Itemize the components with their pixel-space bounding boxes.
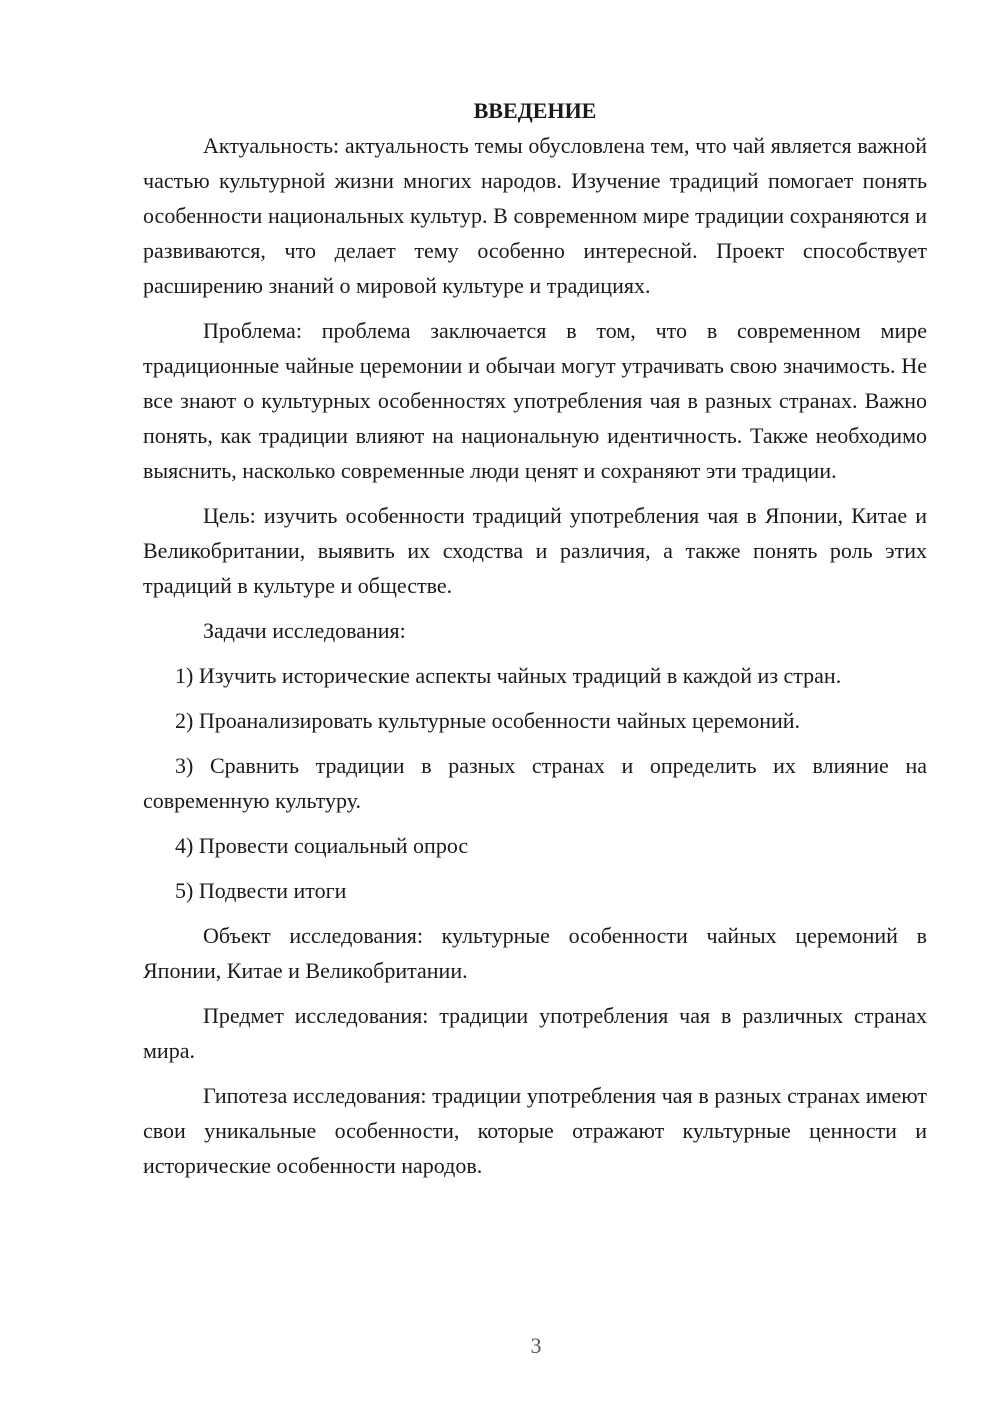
problem-paragraph: Проблема: проблема заключается в том, что в современном мире традиционные чайные церемонии и обычаи могут утрачивать свою значимость. Не все знают о культурных особенностях употребления чая в разных странах. Важно понять, как традиции влияют на национальную идентичность. Также необходимо выяснить, насколько современные люди ценят и сохраняют эти традиции. [143,318,927,483]
subject-paragraph: Предмет исследования: традиции употребления чая в различных странах мира. [143,1003,927,1063]
tasks-heading: Задачи исследования: [203,618,406,643]
page-number: 3 [530,1333,542,1358]
hypothesis-paragraph: Гипотеза исследования: традиции употребления чая в разных странах имеют свои уникальные особенности, которые отражают культурные ценности и исторические особенности народов. [143,1083,927,1178]
tasks-list [143,658,927,908]
task-item-5: 5) Подвести итоги [175,878,347,903]
task-item-4: 4) Провести социальный опрос [175,833,469,858]
object-paragraph: Объект исследования: культурные особенности чайных церемоний в Японии, Китае и Великобритании. [143,923,927,983]
task-item-2: 2) Проанализировать культурные особенности чайных церемоний. [175,708,801,733]
task-item-1: 1) Изучить исторические аспекты чайных традиций в каждой из стран. [175,663,842,688]
goal-paragraph: Цель: изучить особенности традиций употребления чая в Японии, Китае и Великобритании, выявить их сходства и различия, а также понять роль этих традиций в культуре и обществе. [143,503,927,598]
page-title: ВВЕДЕНИЕ [473,98,597,123]
document-body [143,96,927,1193]
relevance-paragraph: Актуальность: актуальность темы обусловлена тем, что чай является важной частью культурной жизни многих народов. Изучение традиций помогает понять особенности национальных культур. В современном мире традиции сохраняются и развиваются, что делает тему особенно интересной. Проект способствует расширению знаний о мировой культуре и традициях. [143,133,927,298]
task-item-3: 3) Сравнить традиции в разных странах и определить их влияние на современную культуру. [143,753,927,813]
